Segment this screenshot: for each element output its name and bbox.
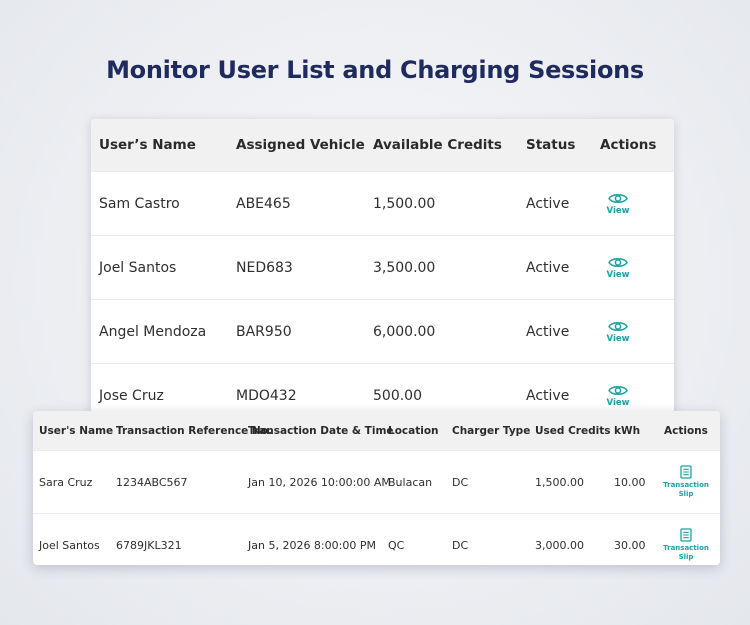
transaction-datetime: Jan 5, 2026 8:00:00 PM — [248, 538, 376, 552]
header-users-name: User's Name — [39, 424, 114, 437]
user-name: Angel Mendoza — [99, 323, 207, 340]
header-charger-type: Charger Type — [452, 424, 531, 437]
view-button[interactable] — [606, 192, 630, 216]
page-title: Monitor User List and Charging Sessions — [106, 56, 644, 84]
transaction-slip-button[interactable] — [664, 465, 708, 499]
header-used-credits: Used Credits — [535, 424, 611, 437]
table-row — [33, 513, 720, 565]
header-available-credits: Available Credits — [373, 137, 502, 153]
available-credits: 3,500.00 — [373, 259, 436, 276]
used-credits: 1,500.00 — [535, 475, 584, 489]
slip-label-line1: Transaction — [663, 481, 709, 489]
view-label: View — [606, 269, 630, 280]
slip-label-line2: Slip — [678, 490, 694, 498]
header-transaction-ref: Transaction Reference No. — [116, 424, 272, 437]
assigned-vehicle: ABE465 — [236, 195, 291, 212]
users-table-header — [91, 119, 674, 171]
status-text: Active — [526, 323, 570, 340]
status-text: Active — [526, 387, 570, 404]
view-label: View — [606, 205, 630, 216]
kwh-value: 30.00 — [614, 538, 646, 552]
table-row — [91, 299, 674, 363]
view-button[interactable] — [606, 384, 630, 408]
user-name: Joel Santos — [39, 538, 100, 552]
transaction-slip-button[interactable] — [664, 528, 708, 562]
header-kwh: kWh — [614, 424, 641, 437]
assigned-vehicle: NED683 — [236, 259, 293, 276]
view-label: View — [606, 397, 630, 408]
user-name: Jose Cruz — [99, 387, 164, 404]
eye-icon — [608, 384, 628, 397]
table-row — [91, 235, 674, 299]
sessions-table-header — [33, 411, 720, 450]
table-row — [91, 171, 674, 235]
header-users-name: User’s Name — [99, 137, 196, 153]
header-actions: Actions — [664, 424, 708, 437]
receipt-icon — [680, 465, 692, 479]
status-text: Active — [526, 259, 570, 276]
transaction-ref: 1234ABC567 — [116, 475, 188, 489]
receipt-icon — [680, 528, 692, 542]
user-name: Sam Castro — [99, 195, 180, 212]
users-table — [91, 119, 674, 424]
available-credits: 500.00 — [373, 387, 422, 404]
used-credits: 3,000.00 — [535, 538, 584, 552]
slip-label-line2: Slip — [678, 553, 694, 561]
header-assigned-vehicle: Assigned Vehicle — [236, 137, 365, 153]
view-button[interactable] — [606, 320, 630, 344]
status-text: Active — [526, 195, 570, 212]
transaction-ref: 6789JKL321 — [116, 538, 182, 552]
header-location: Location — [388, 424, 439, 437]
transaction-datetime: Jan 10, 2026 10:00:00 AM — [248, 475, 391, 489]
user-name: Joel Santos — [99, 259, 177, 276]
view-label: View — [606, 333, 630, 344]
header-transaction-datetime: Transaction Date & Time — [248, 424, 394, 437]
kwh-value: 10.00 — [614, 475, 646, 489]
location: Bulacan — [388, 475, 433, 489]
eye-icon — [608, 192, 628, 205]
location: QC — [388, 538, 405, 552]
charger-type: DC — [452, 475, 469, 489]
available-credits: 1,500.00 — [373, 195, 436, 212]
charger-type: DC — [452, 538, 469, 552]
assigned-vehicle: MDO432 — [236, 387, 297, 404]
slip-label-line1: Transaction — [663, 544, 709, 552]
charging-sessions-table — [33, 411, 720, 565]
eye-icon — [608, 256, 628, 269]
user-name: Sara Cruz — [39, 475, 93, 489]
header-actions: Actions — [600, 137, 657, 153]
view-button[interactable] — [606, 256, 630, 280]
header-status: Status — [526, 137, 576, 153]
eye-icon — [608, 320, 628, 333]
available-credits: 6,000.00 — [373, 323, 436, 340]
assigned-vehicle: BAR950 — [236, 323, 292, 340]
table-row — [33, 450, 720, 513]
